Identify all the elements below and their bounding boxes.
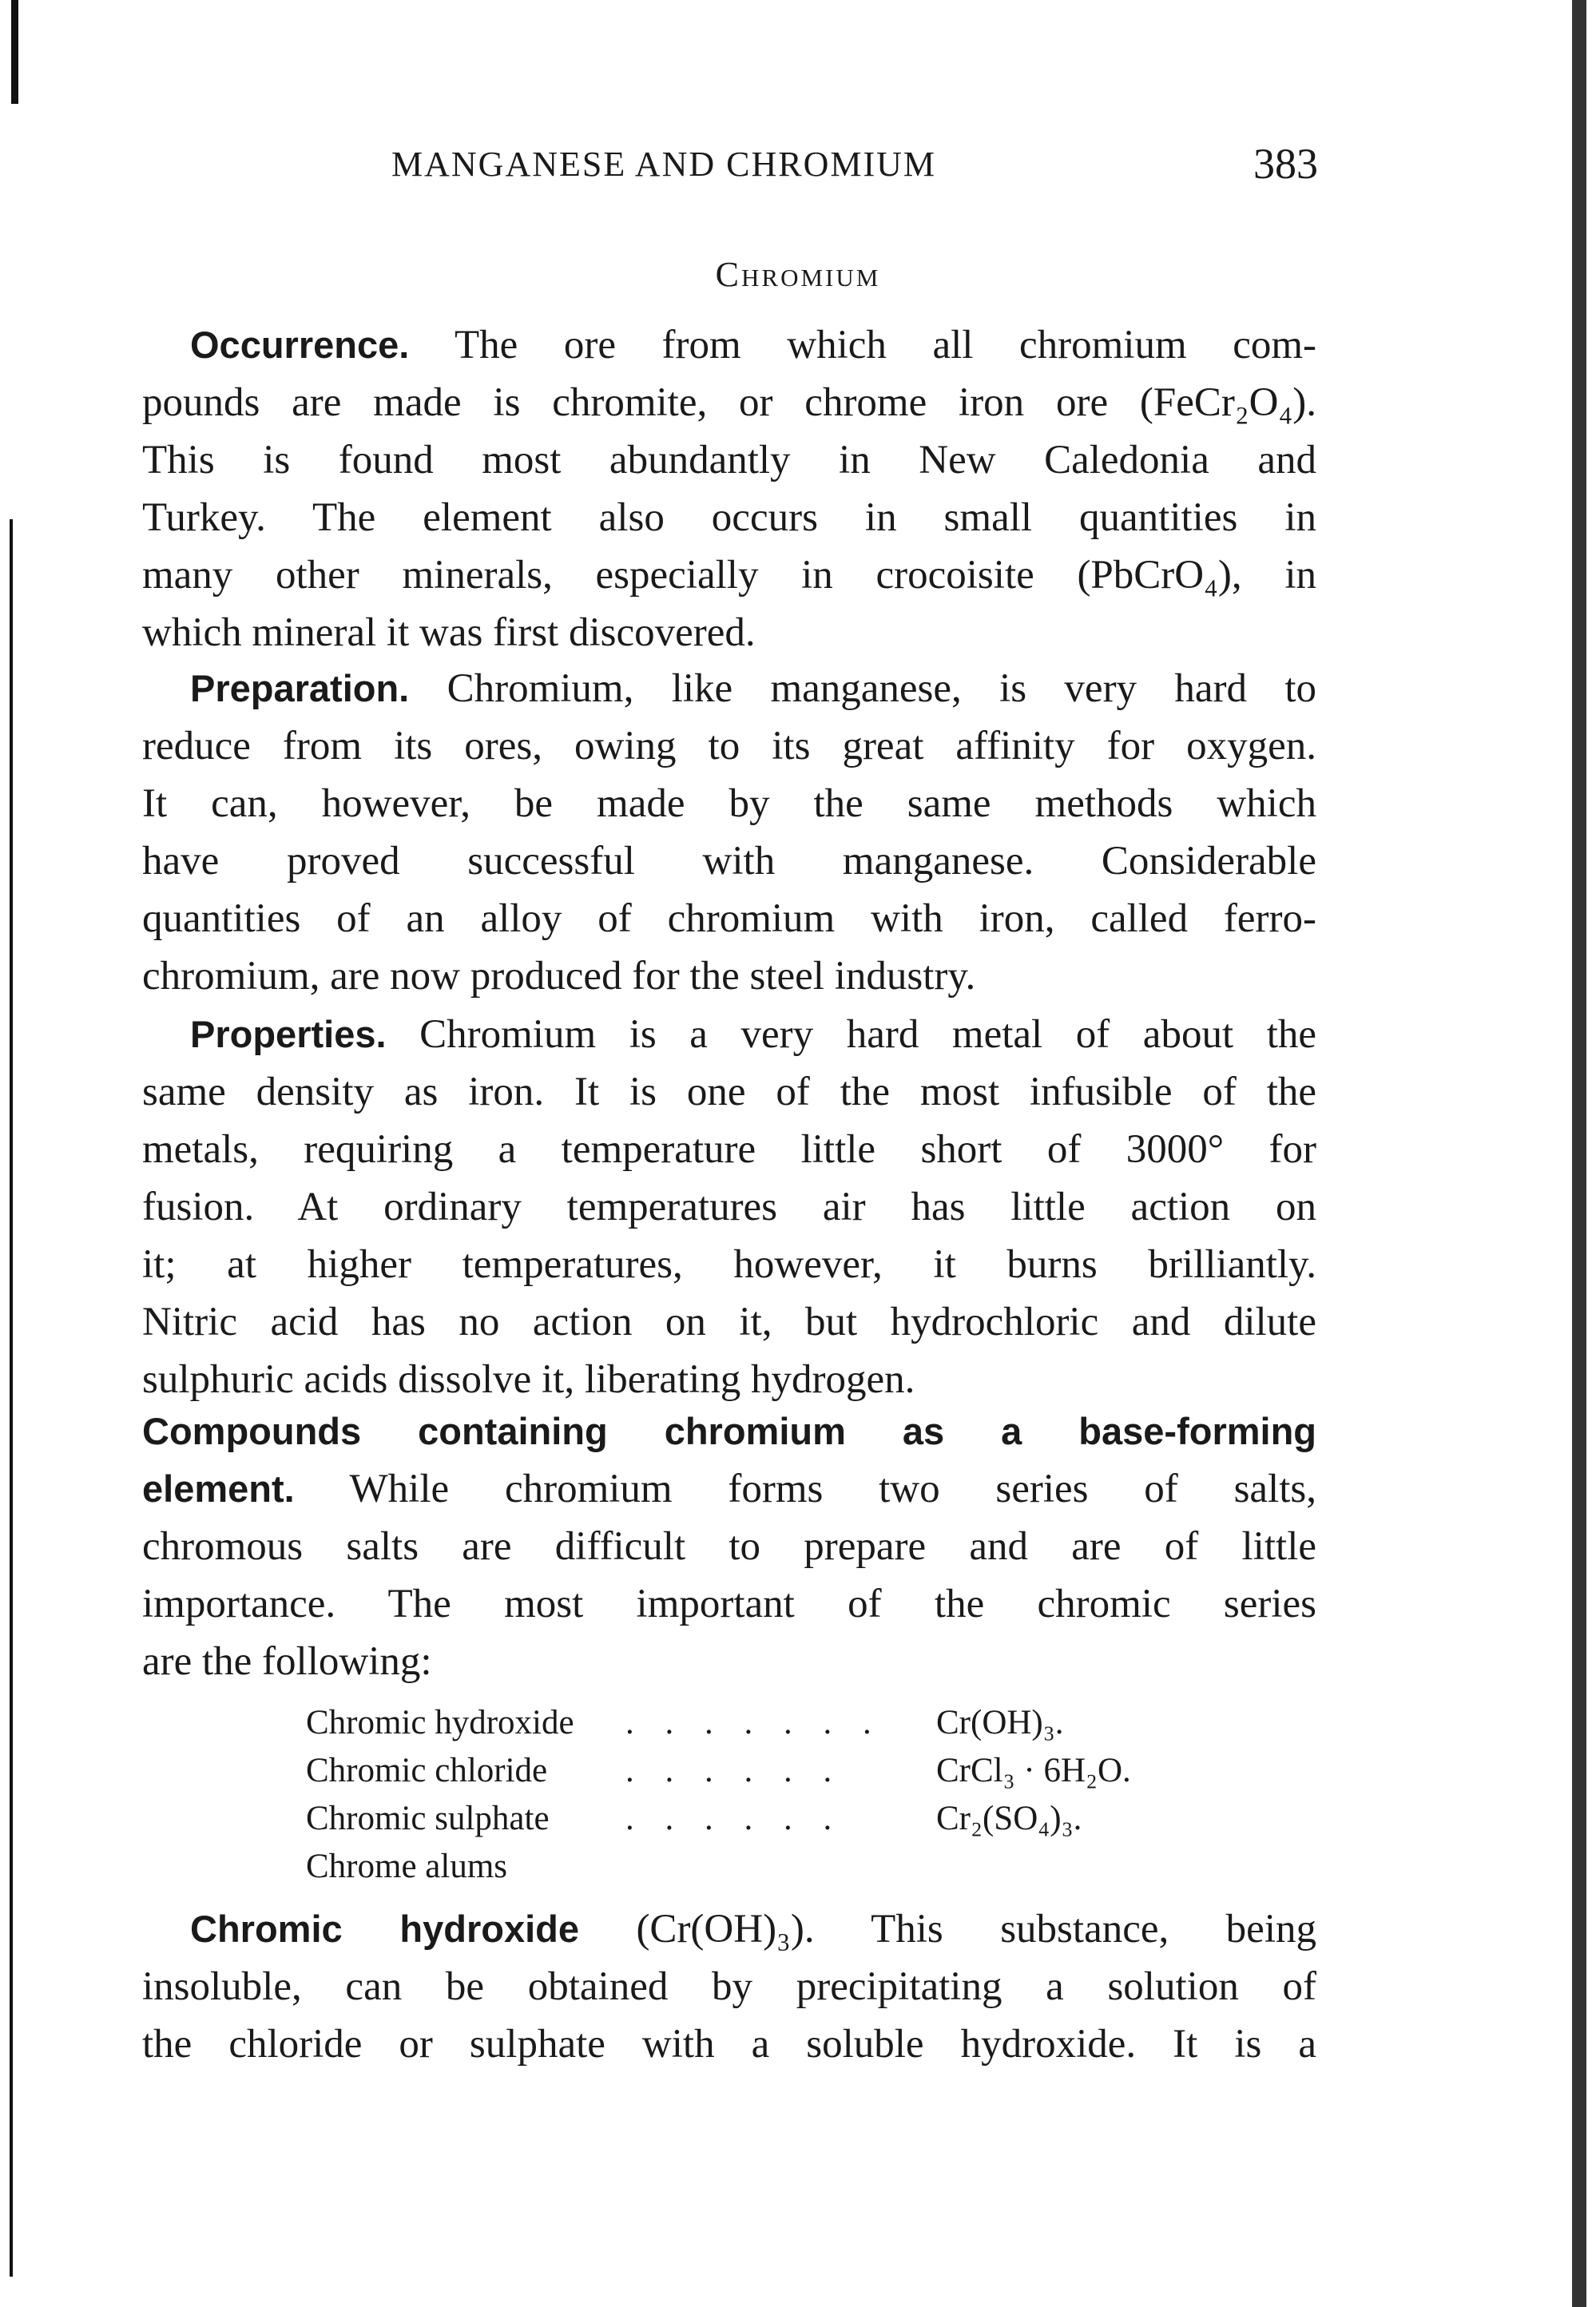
text-run: chromium, are now produced for the steel industry.: [142, 954, 976, 999]
text-run: chromous salts are difficult to prepare and are of little: [142, 1524, 1316, 1569]
text-line: [142, 1900, 1316, 1958]
text-line: [142, 832, 1316, 890]
text-run: Chromium is a very hard metal of about the: [386, 1012, 1316, 1057]
running-head: [391, 140, 1318, 188]
paragraph-occurrence: [142, 316, 1316, 661]
text-line: [142, 1403, 1316, 1460]
text-line: [142, 1633, 1316, 1690]
text-line: [142, 1236, 1316, 1293]
text-run: same density as iron. It is one of the most infusible of the: [142, 1070, 1316, 1114]
paragraph-compounds: [142, 1403, 1316, 1690]
text-line: [142, 489, 1316, 546]
text-line: [142, 660, 1316, 717]
text-line: [142, 1178, 1316, 1236]
text-line: [142, 2015, 1316, 2073]
compound-formula: CrCl₃ · 6H₂O.: [936, 1752, 1131, 1789]
compound-row: [306, 1795, 1185, 1843]
text-run: which mineral it was first discovered.: [142, 610, 756, 655]
text-line: [142, 717, 1316, 775]
text-line: [142, 374, 1316, 431]
text-line: [142, 1575, 1316, 1633]
text-run: While chromium forms two series of salts,: [294, 1467, 1316, 1511]
run-in-heading: element.: [142, 1467, 295, 1510]
text-run: many other minerals, especially in crocoisite (PbCrO₄), in: [142, 553, 1316, 598]
text-run: pounds are made is chromite, or chrome iron ore (FeCr₂O₄).: [142, 380, 1316, 425]
paragraph-preparation: [142, 660, 1316, 1005]
text-run: Nitric acid has no action on it, but hydrochloric and dilute: [142, 1300, 1316, 1344]
text-line: [142, 431, 1316, 489]
text-line: [142, 1958, 1316, 2015]
text-run: importance. The most important of the chromic series: [142, 1582, 1316, 1626]
text-run: Chromium, like manganese, is very hard to: [409, 666, 1316, 711]
text-run: sulphuric acids dissolve it, liberating hydrogen.: [142, 1357, 915, 1402]
dot-leader: . . . . . .: [625, 1752, 844, 1789]
text-line: [142, 1351, 1316, 1408]
compound-row: [306, 1747, 1185, 1795]
text-line: [142, 1063, 1316, 1121]
text-line: [142, 775, 1316, 832]
text-line: [142, 546, 1316, 604]
text-run: This is found most abundantly in New Caledonia and: [142, 438, 1316, 482]
text-run: It can, however, be made by the same methods which: [142, 781, 1316, 826]
text-run: the chloride or sulphate with a soluble hydroxide. It is a: [142, 2022, 1316, 2067]
text-line: [142, 1293, 1316, 1351]
compound-formula: Cr₂(SO₄)₃.: [936, 1800, 1082, 1837]
text-run: reduce from its ores, owing to its great affinity for oxygen.: [142, 724, 1316, 768]
text-run: have proved successful with manganese. Considerable: [142, 839, 1316, 883]
compound-row: [306, 1699, 1185, 1747]
paragraph-properties: [142, 1006, 1316, 1408]
run-in-heading: Chromic hydroxide: [190, 1908, 579, 1950]
paragraph-chromic-hydroxide: [142, 1900, 1316, 2073]
compound-name: Chromic chloride: [306, 1752, 548, 1789]
text-line: [142, 316, 1316, 374]
compound-row: [306, 1843, 1185, 1891]
text-run: it; at higher temperatures, however, it burns brilliantly.: [142, 1242, 1316, 1287]
compound-name: Chromic hydroxide: [306, 1704, 574, 1741]
text-line: [142, 1121, 1316, 1178]
scan-edge-line-left: [10, 519, 13, 2277]
run-in-heading: Properties.: [190, 1013, 387, 1055]
text-line: [142, 890, 1316, 947]
scan-edge-mark-top-left: [11, 0, 18, 104]
run-in-heading: Preparation.: [190, 667, 410, 709]
text-line: [142, 1006, 1316, 1063]
text-run: metals, requiring a temperature little short of 3000° for: [142, 1127, 1316, 1172]
text-run: Turkey. The element also occurs in small quantities in: [142, 495, 1316, 540]
dot-leader: . . . . . .: [625, 1800, 844, 1837]
dot-leader: . . . . . . .: [625, 1704, 883, 1741]
text-line: [142, 947, 1316, 1005]
text-line: [142, 1518, 1316, 1575]
page-number: 383: [1253, 140, 1318, 188]
section-title: Chromium: [715, 255, 881, 294]
text-run: quantities of an alloy of chromium with iron, called ferro-: [142, 896, 1316, 941]
compound-formula: Cr(OH)₃.: [936, 1704, 1064, 1741]
running-head-title: MANGANESE AND CHROMIUM: [391, 145, 937, 184]
compound-table: [306, 1699, 1185, 1891]
scan-edge-right: [1572, 0, 1586, 2307]
text-run: The ore from which all chromium com-: [409, 323, 1316, 367]
run-in-heading: Compounds containing chromium as a base-forming: [142, 1410, 1316, 1452]
text-run: are the following:: [142, 1639, 432, 1684]
text-line: [142, 604, 1316, 661]
run-in-heading: Occurrence.: [190, 324, 410, 366]
compound-name: Chromic sulphate: [306, 1800, 550, 1837]
compound-name: Chrome alums: [306, 1848, 507, 1885]
text-run: insoluble, can be obtained by precipitating a solution of: [142, 1964, 1316, 2009]
text-run: fusion. At ordinary temperatures air has little action on: [142, 1185, 1316, 1229]
text-line: [142, 1460, 1316, 1518]
text-run: (Cr(OH)₃). This substance, being: [579, 1907, 1316, 1952]
